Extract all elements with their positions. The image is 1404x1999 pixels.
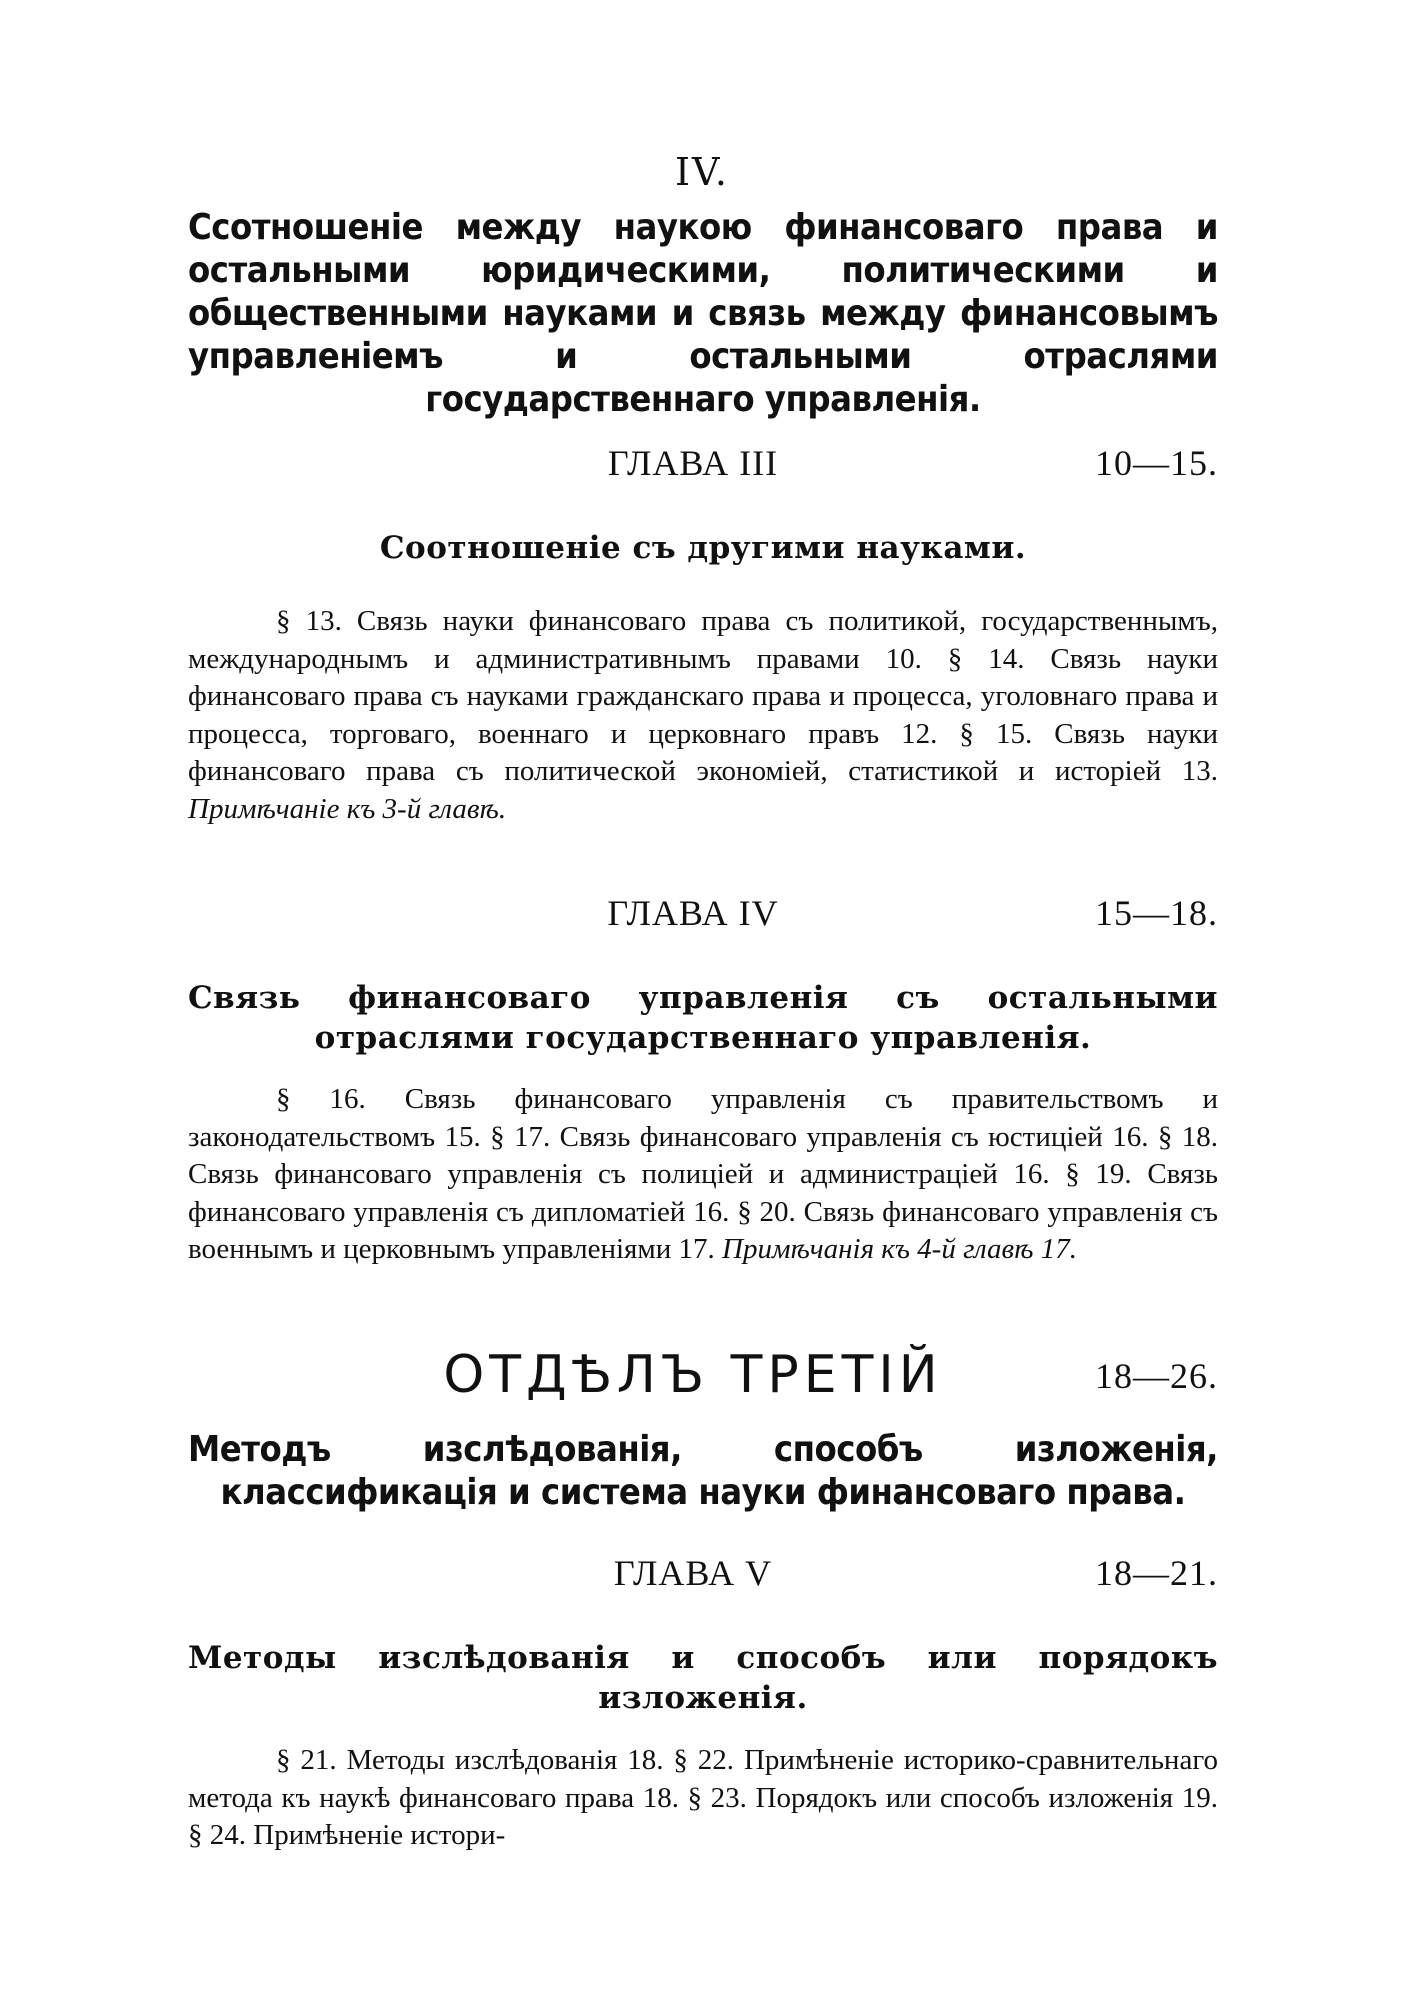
part-3-label: ОТДѢЛЪ ТРЕТІЙ (443, 1345, 943, 1405)
chapter-4-label: ГЛАВА IV (607, 893, 779, 933)
chapter-5-paragraph (188, 1742, 1218, 1855)
chapter-5-pages: 18—21. (1095, 1553, 1218, 1593)
chapter-3-note: Примѣчаніе къ 3-й главѣ. (188, 792, 507, 825)
chapter-5-text: § 21. Методы изслѣдованія 18. § 22. Примѣненіе историко-сравнительнаго метода къ наукѣ финансоваго права 18. § 23. Порядокъ или способъ изложенія 19. § 24. Примѣненіе истори- (188, 1744, 1218, 1852)
chapter-4-text: § 16. Связь финансоваго управленія съ правительствомъ и законодательствомъ 15. § 17. Связь финансоваго управленія съ юстиціей 16. § 18. Связь финансоваго управленія съ полиціей и администраціей 16. § 19. Связь финансоваго управленія съ дипломатіей 16. § 20. Связь финансоваго управленія съ военнымъ и церковнымъ управленіями 17. (188, 1083, 1218, 1266)
part-3-header (188, 1345, 1218, 1405)
chapter-5-title: Методы изслѣдованія и способъ или порядокъ изложенія. (188, 1640, 1218, 1716)
chapter-3-header (188, 442, 1218, 492)
chapter-3-paragraph (188, 603, 1218, 829)
chapter-5-label: ГЛАВА V (613, 1553, 773, 1593)
chapter-4-note: Примѣчанія къ 4-й главѣ 17. (722, 1233, 1077, 1266)
part-3-heading: Методъ изслѣдованія, способъ изложенія, классификація и система науки финансоваго права. (188, 1429, 1218, 1513)
chapter-3-text: § 13. Связь науки финансоваго права съ политикой, государственнымъ, международнымъ и административнымъ правами 10. § 14. Связь науки финансоваго права съ науками гражданскаго права и процесса, уголовнаго права и процесса, торговаго, военнаго и церковнаго правъ 12. § 15. Связь науки финансоваго права съ политической экономіей, статистикой и исторіей 13. (188, 605, 1218, 788)
chapter-3-label: ГЛАВА III (607, 443, 779, 483)
page-number: IV. (675, 150, 729, 194)
chapter-3-title: Соотношеніе съ другими науками. (379, 530, 1027, 566)
chapter-4-header (188, 892, 1218, 942)
chapter-4-pages: 15—18. (1095, 893, 1218, 933)
chapter-5-header (188, 1552, 1218, 1602)
chapter-3-pages: 10—15. (1095, 443, 1218, 483)
part-3-pages: 18—26. (1095, 1356, 1218, 1396)
chapter-4-title: Связь финансоваго управленія съ остальными отраслями государственнаго управленія. (188, 980, 1218, 1056)
chapter-4-paragraph (188, 1081, 1218, 1269)
section-heading: Ссотношеніе между наукою финансоваго права и остальными юридическими, политическими и общественными науками и связь между финансовымъ управленіемъ и остальными отраслями государственнаго управленія. (188, 207, 1218, 420)
